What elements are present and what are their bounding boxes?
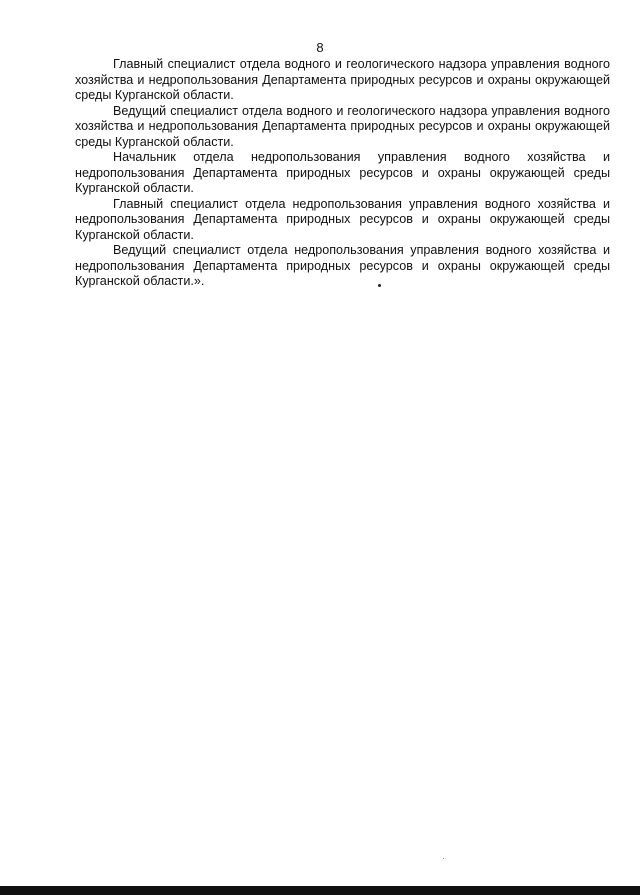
paragraph-chief-specialist-water-geology: Главный специалист отдела водного и геологического надзора управления водного хозяйства и недропользования Департамента природных ресурсов и охраны окружающей среды Курганской области. [75, 57, 610, 102]
paragraph-chief-specialist-subsoil: Главный специалист отдела недропользования управления водного хозяйства и недропользования Департамента природных ресурсов и охраны окружающей среды Курганской области. [75, 196, 610, 242]
scan-bottom-edge [0, 886, 640, 895]
paragraph-leading-specialist-subsoil: Ведущий специалист отдела недропользования управления водного хозяйства и недропользования Департамента природных ресурсов и охраны окружающей среды Курганской области.». [75, 243, 610, 288]
scan-speck [378, 284, 381, 287]
document-body [75, 57, 610, 290]
page-number: 8 [316, 40, 324, 55]
scan-speck-small [443, 858, 444, 859]
paragraph-head-subsoil-department: Начальник отдела недропользования управления водного хозяйства и недропользования Департамента природных ресурсов и охраны окружающей среды Курганской области. [75, 150, 610, 195]
paragraph-leading-specialist-water-geology: Ведущий специалист отдела водного и геологического надзора управления водного хозяйства и недропользования Департамента природных ресурсов и охраны окружающей среды Курганской области. [75, 103, 610, 149]
